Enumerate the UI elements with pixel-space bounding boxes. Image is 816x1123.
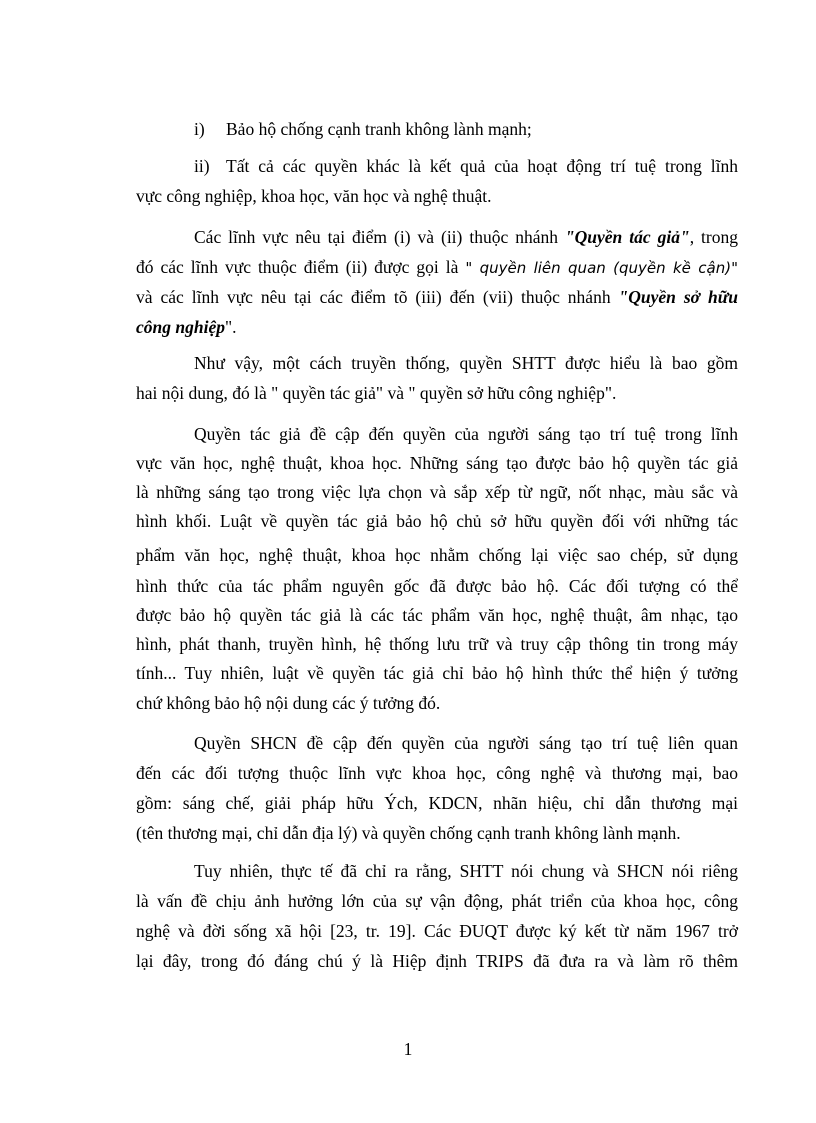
paragraph-5-line-1: Tuy nhiên, thực tế đã chỉ ra rằng, SHTT nói chung và SHCN nói riêng bbox=[194, 861, 738, 881]
text-span: Các lĩnh vực nêu tại điểm (i) và (ii) thuộc nhánh bbox=[194, 227, 565, 247]
paragraph-4-line-4: (tên thương mại, chỉ dẫn địa lý) và quyền chống cạnh tranh không lành mạnh. bbox=[136, 823, 681, 843]
paragraph-4-line-3: gồm: sáng chế, giải pháp hữu Ých, KDCN, nhãn hiệu, chỉ dẫn thương mại bbox=[136, 793, 738, 813]
list-number: ii) bbox=[194, 156, 210, 176]
paragraph-3-line-5: phẩm văn học, nghệ thuật, khoa học nhằm chống lại việc sao chép, sử dụng bbox=[136, 545, 738, 565]
paragraph-1-line-4 bbox=[136, 316, 738, 338]
list-text: Bảo hộ chống cạnh tranh không lành mạnh; bbox=[226, 119, 532, 139]
list-item-ii bbox=[194, 155, 738, 177]
text-span: , trong bbox=[689, 227, 738, 247]
text-span: ". bbox=[224, 317, 237, 337]
paragraph-3-line-10: chứ không bảo hộ nội dung các ý tưởng đó. bbox=[136, 693, 441, 713]
paragraph-1-line-1 bbox=[194, 226, 738, 248]
paragraph-3-line-6: hình thức của tác phẩm nguyên gốc đã được bảo hộ. Các đối tượng có thể bbox=[136, 576, 738, 596]
text-span: và các lĩnh vực nêu tại các điểm tõ (iii) đến (vii) thuộc nhánh bbox=[136, 287, 619, 307]
paragraph-2-line-1: Như vậy, một cách truyền thống, quyền SHTT được hiểu là bao gồm bbox=[194, 353, 738, 373]
paragraph-5-line-3: nghệ và đời sống xã hội [23, tr. 19]. Các ĐUQT được ký kết từ năm 1967 trở bbox=[136, 921, 738, 941]
paragraph-1-line-3 bbox=[136, 286, 738, 308]
paragraph-3-line-2: vực văn học, nghệ thuật, khoa học. Những sáng tạo được bảo hộ quyền tác giả bbox=[136, 453, 738, 473]
paragraph-3-line-8: hình, phát thanh, truyền hình, hệ thống lưu trữ và truy cập thông tin trong máy bbox=[136, 634, 738, 654]
list-item-ii-continuation: vực công nghiệp, khoa học, văn học và nghệ thuật. bbox=[136, 186, 492, 206]
list-number: i) bbox=[194, 119, 205, 139]
term-cong-nghiep: công nghiệp bbox=[136, 317, 225, 337]
paragraph-2-line-2: hai nội dung, đó là " quyền tác giả" và " quyền sở hữu công nghiệp". bbox=[136, 383, 617, 403]
term-quyen-tac-gia: "Quyền tác giả" bbox=[564, 227, 690, 247]
list-text: Tất cả các quyền khác là kết quả của hoạt động trí tuệ trong lĩnh bbox=[226, 156, 738, 176]
paragraph-5-line-2: là vấn đề chịu ảnh hưởng lớn của sự vận động, phát triển của khoa học, công bbox=[136, 891, 738, 911]
page-number: 1 bbox=[403, 1039, 413, 1059]
paragraph-1-line-2 bbox=[136, 256, 738, 279]
paragraph-3-line-9: tính... Tuy nhiên, luật về quyền tác giả chỉ bảo hộ hình thức thể hiện ý tưởng bbox=[136, 663, 738, 683]
paragraph-3-line-3: là những sáng tạo trong việc lựa chọn và sắp xếp từ ngữ, nốt nhạc, màu sắc và bbox=[136, 482, 738, 502]
paragraph-3-line-1: Quyền tác giả đề cập đến quyền của người sáng tạo trí tuệ trong lĩnh bbox=[194, 424, 738, 444]
list-item-i bbox=[194, 118, 754, 140]
paragraph-4-line-1: Quyền SHCN đề cập đến quyền của người sáng tạo trí tuệ liên quan bbox=[194, 733, 738, 753]
text-span: đó các lĩnh vực thuộc điểm (ii) được gọi là bbox=[136, 257, 466, 277]
paragraph-4-line-2: đến các đối tượng thuộc lĩnh vực khoa học, công nghệ và thương mại, bao bbox=[136, 763, 738, 783]
term-quyen-lien-quan: " quyền liên quan (quyền kề cận)" bbox=[465, 259, 738, 277]
paragraph-3-line-4: hình khối. Luật về quyền tác giả bảo hộ chủ sở hữu quyền đối với những tác bbox=[136, 511, 738, 531]
paragraph-5-line-4: lại đây, trong đó đáng chú ý là Hiệp định TRIPS đã đưa ra và làm rõ thêm bbox=[136, 951, 738, 971]
term-quyen-so-huu: "Quyền sở hữu bbox=[618, 287, 738, 307]
paragraph-3-line-7: được bảo hộ quyền tác giả là các tác phẩm văn học, nghệ thuật, âm nhạc, tạo bbox=[136, 605, 738, 625]
